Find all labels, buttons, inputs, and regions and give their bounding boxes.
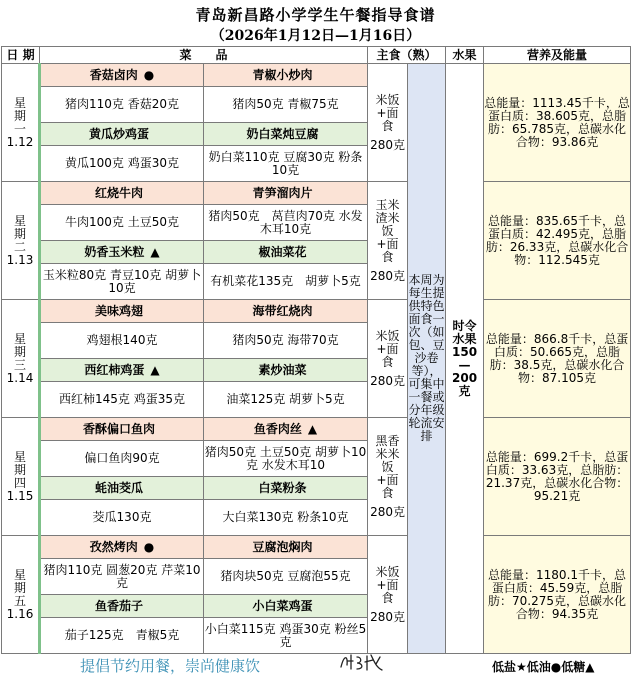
- staple-amount: 280克: [370, 268, 405, 283]
- diet-mark-icon: ▲: [307, 421, 318, 436]
- ingredients: 牛肉100克 土豆50克: [40, 205, 204, 241]
- fruit-cell: [446, 64, 484, 654]
- day-row: [2, 536, 631, 559]
- dish-name: [40, 123, 204, 146]
- date-label: 1.14: [6, 370, 34, 385]
- weekday-label: 星期三: [13, 331, 26, 372]
- staple-cell: [368, 300, 408, 418]
- dish-label: 鱼香肉丝: [253, 421, 302, 436]
- ingredients: 猪肉110克 圆葱20克 芹菜10克: [40, 559, 204, 595]
- diet-mark-icon: ▲: [150, 362, 160, 377]
- col-header-fruit: 水果: [446, 47, 484, 64]
- staple-amount: 280克: [370, 609, 405, 624]
- dish-label: 青椒小炒肉: [252, 67, 313, 82]
- date-range: （2026年1月12日—1月16日）: [210, 28, 421, 44]
- dish-label: 青笋溜肉片: [252, 185, 313, 200]
- dish-label: 蚝油茭瓜: [94, 480, 143, 495]
- menu-table: [1, 46, 631, 654]
- date-label: 1.13: [6, 252, 34, 267]
- day-row: [2, 300, 631, 323]
- staple-cell: [368, 418, 408, 536]
- footer-slogan: 提倡节约用餐，崇尚健康饮: [80, 657, 261, 675]
- ingredients: 有机菜花135克 胡萝卜5克: [204, 264, 368, 300]
- dish-name: [40, 536, 204, 559]
- day-cell: [2, 300, 40, 418]
- nutrition-cell: 总能量：699.2千卡，总蛋白质：33.63克，总脂肪：21.37克，总碳水化合物：95.21克: [484, 418, 631, 536]
- fruit-text: 200克: [452, 370, 478, 398]
- ingredients: 黄瓜100克 鸡蛋30克: [40, 146, 204, 182]
- dish-name: [204, 359, 368, 382]
- dish-label: 黄瓜炒鸡蛋: [88, 126, 149, 141]
- day-row: [2, 418, 631, 441]
- dish-label: 海带红烧肉: [252, 303, 313, 318]
- col-header-dishes: 菜 品: [40, 47, 368, 64]
- dish-name: [204, 300, 368, 323]
- date-label: 1.12: [6, 134, 34, 149]
- ingredients: 猪肉50克 海带70克: [204, 323, 368, 359]
- dish-label: 小白菜鸡蛋: [252, 598, 313, 613]
- diet-mark-icon: ●: [143, 67, 155, 82]
- staple-name: 米饭+面食: [375, 564, 400, 605]
- dish-label: 孜然烤肉: [89, 539, 138, 554]
- dish-name: [40, 359, 204, 382]
- ingredients: 西红柿145克 鸡蛋35克: [40, 382, 204, 418]
- day-cell: [2, 64, 40, 182]
- weekday-label: 星期二: [13, 213, 26, 254]
- staple-name: 米饭+面食: [375, 92, 400, 133]
- staple-amount: 280克: [370, 373, 405, 388]
- nutrition-cell: 总能量：1180.1千卡，总蛋白质：45.59克，总脂肪：70.275克，总碳水化合物：94.35克: [484, 536, 631, 654]
- fruit-text: 时令: [452, 318, 477, 333]
- dish-label: 西红柿鸡蛋: [84, 362, 145, 377]
- dish-label: 白菜粉条: [258, 480, 307, 495]
- day-cell: [2, 536, 40, 654]
- staple-name: 玉米渣米饭+面食: [375, 197, 400, 264]
- signature-mark: [338, 651, 386, 673]
- ingredients: 小白菜115克 鸡蛋30克 粉丝5克: [204, 618, 368, 654]
- fruit-text: 150: [452, 344, 478, 359]
- dish-name: [40, 418, 204, 441]
- page-title: 青岛新昌路小学学生午餐指导食谱: [195, 6, 436, 24]
- staple-amount: 280克: [370, 504, 405, 519]
- dish-label: 奶香玉米粒: [84, 244, 145, 259]
- dish-label: 香酥偏口鱼肉: [82, 421, 155, 436]
- ingredients: 玉米粒80克 青豆10克 胡萝卜10克: [40, 264, 204, 300]
- diet-legend: 低盐★低油●低糖▲: [492, 660, 595, 674]
- dish-label: 椒油菜花: [258, 244, 307, 259]
- staple-cell: [368, 182, 408, 300]
- dish-name: [40, 477, 204, 500]
- ingredients: 偏口鱼肉90克: [40, 441, 204, 477]
- ingredients: 猪肉110克 香菇20克: [40, 87, 204, 123]
- nutrition-cell: 总能量：866.8千卡，总蛋白质：50.665克，总脂肪：38.5克，总碳水化合物：87.105克: [484, 300, 631, 418]
- dish-name: [204, 64, 368, 87]
- dish-name: [40, 241, 204, 264]
- date-label: 1.16: [6, 606, 34, 621]
- date-label: 1.15: [6, 488, 34, 503]
- dish-label: 素炒油菜: [258, 362, 307, 377]
- dish-name: [204, 595, 368, 618]
- staple-cell: [368, 536, 408, 654]
- dish-label: 香菇卤肉: [89, 67, 138, 82]
- nutrition-cell: 总能量：1113.45千卡，总蛋白质：38.605克，总脂肪：65.785克，总碳水化合物：93.86克: [484, 64, 631, 182]
- dish-name: [204, 536, 368, 559]
- ingredients: 茄子125克 青椒5克: [40, 618, 204, 654]
- staple-name: 米饭+面食: [375, 328, 400, 369]
- special-note: 本周为每生提供特色面食一次（如包、豆沙卷等），可集中一餐或分年级轮流安排: [408, 64, 446, 654]
- dish-name: [204, 182, 368, 205]
- fruit-text: —: [458, 357, 471, 372]
- header-row: [2, 47, 631, 64]
- staple-amount: 280克: [370, 137, 405, 152]
- diet-mark-icon: ●: [143, 539, 155, 554]
- ingredients: 油菜125克 胡萝卜5克: [204, 382, 368, 418]
- dish-label: 美味鸡翅: [94, 303, 143, 318]
- dish-name: [204, 123, 368, 146]
- ingredients: 猪肉50克 土豆50克 胡萝卜10克 水发木耳10: [204, 441, 368, 477]
- dish-name: [40, 300, 204, 323]
- dish-label: 豆腐泡焖肉: [252, 539, 313, 554]
- day-cell: [2, 182, 40, 300]
- dish-name: [40, 64, 204, 87]
- dish-name: [40, 595, 204, 618]
- weekday-label: 星期五: [13, 567, 26, 608]
- dish-label: 红烧牛肉: [94, 185, 143, 200]
- day-cell: [2, 418, 40, 536]
- ingredients: 茭瓜130克: [40, 500, 204, 536]
- ingredients: 奶白菜110克 豆腐30克 粉条10克: [204, 146, 368, 182]
- fruit-text: 水果: [452, 331, 477, 346]
- ingredients: 猪肉50克 莴苣肉70克 水发木耳10克: [204, 205, 368, 241]
- diet-mark-icon: ▲: [150, 244, 160, 259]
- day-row: [2, 64, 631, 87]
- dish-name: [40, 182, 204, 205]
- ingredients: 鸡翅根140克: [40, 323, 204, 359]
- dish-label: 奶白菜炖豆腐: [246, 126, 319, 141]
- staple-cell: [368, 64, 408, 182]
- col-header-nutrition: 营养及能量: [484, 47, 631, 64]
- ingredients: 大白菜130克 粉条10克: [204, 500, 368, 536]
- dish-name: [204, 418, 368, 441]
- col-header-date: 日 期: [2, 47, 40, 64]
- day-row: [2, 182, 631, 205]
- col-header-staple: 主食（熟）: [368, 47, 446, 64]
- ingredients: 猪肉块50克 豆腐泡55克: [204, 559, 368, 595]
- nutrition-cell: 总能量：835.65千卡，总蛋白质：42.495克，总脂肪：26.33克，总碳水化合物：112.545克: [484, 182, 631, 300]
- staple-name: 黑香米米饭+面食: [375, 433, 400, 500]
- dish-name: [204, 241, 368, 264]
- weekday-label: 星期四: [13, 449, 26, 490]
- dish-name: [204, 477, 368, 500]
- ingredients: 猪肉50克 青椒75克: [204, 87, 368, 123]
- weekday-label: 星期一: [13, 95, 26, 136]
- dish-label: 鱼香茄子: [94, 598, 143, 613]
